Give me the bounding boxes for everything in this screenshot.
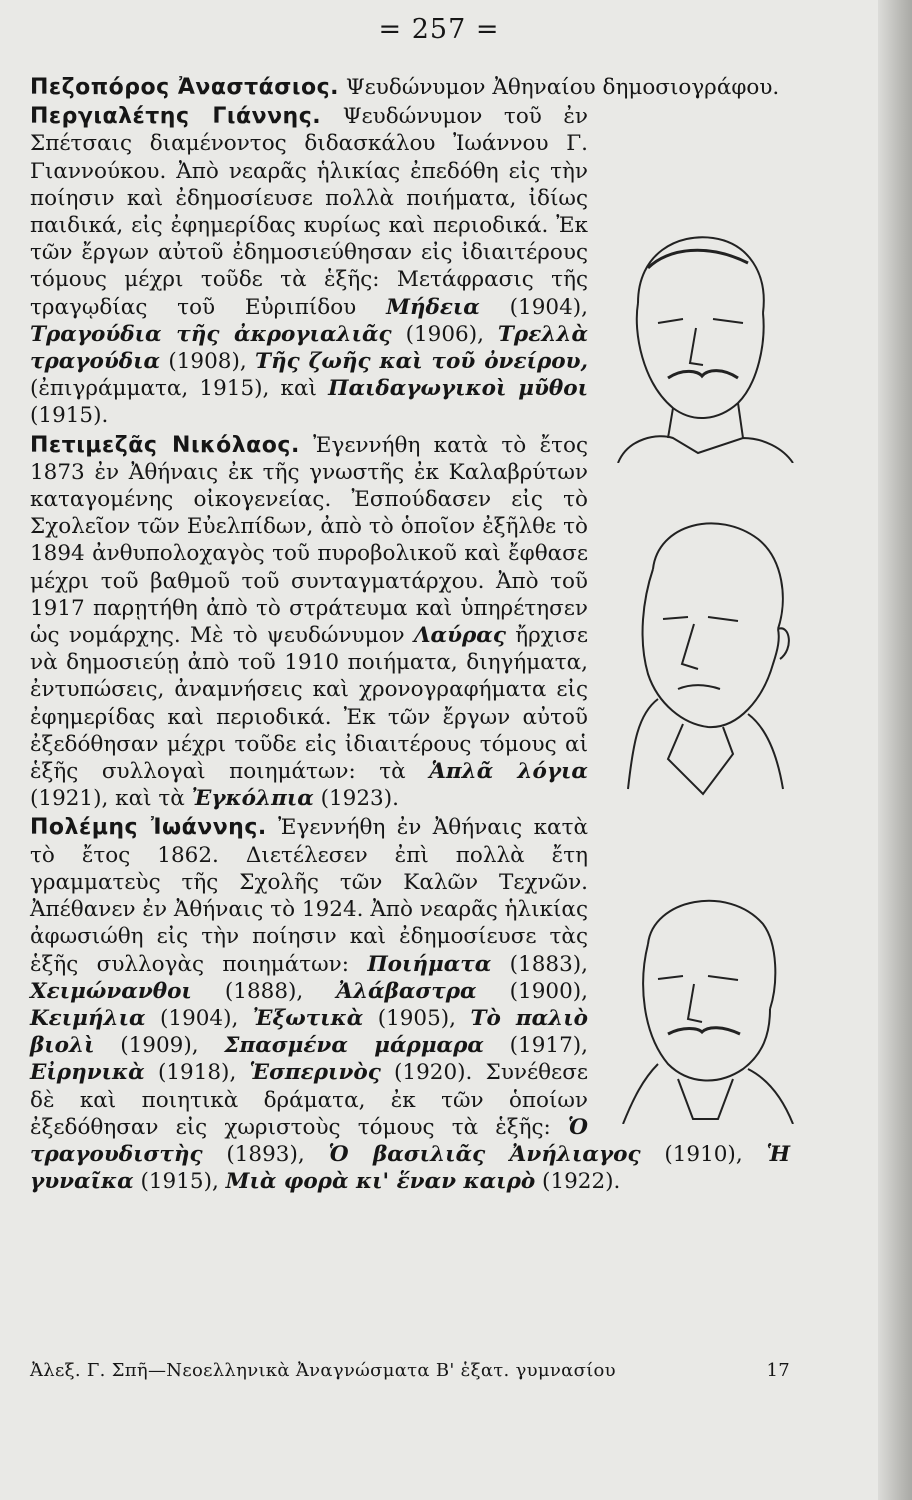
entry-name: Περγιαλέτης Γιάννης.	[30, 104, 322, 130]
portrait-icon	[598, 874, 798, 1124]
footer-signature: 17	[766, 1360, 790, 1381]
text-column	[30, 74, 790, 1197]
entry-name: Πετιμεζᾶς Νικόλαος.	[30, 432, 300, 458]
entry-name: Πολέμης Ἰωάννης.	[30, 815, 267, 841]
page-number: = 257 =	[378, 14, 500, 45]
entry-polemis: Πολέμης Ἰωάννης. Ἐγεννήθη ἐν Ἀθήναις κατὰ τὸ ἔτος 1862. Διετέλεσεν ἐπὶ πολλὰ ἔτη γραμματεὺς τῆς Σχολῆς τῶν Καλῶν Τεχνῶν. Ἀπέθανεν ἐν Ἀθήναις τὸ 1924. Ἀπὸ νεαρᾶς ἡλικίας ἀφωσιώθη εἰς τὴν ποίησιν καὶ ἐδημοσίευσε τὰς ἑξῆς συλλογὰς ποιημάτων: Ποιήματα (1883), Χειμώνανθοι (1888), Ἀλάβαστρα (1900), Κειμήλια (1904), Ἐξωτικὰ (1905), Τὸ παλιὸ βιολὶ (1909), Σπασμένα μάρμαρα (1917), Εἰρηνικὰ (1918), Ἑσπερινὸς (1920). Συνέθεσε δὲ καὶ ποιητικὰ δράματα, ἐκ τῶν ὁποίων ἐξεδόθησαν εἰς χωριστοὺς τόμους τὰ ἑξῆς: Ὁ τραγουδιστὴς (1893), Ὁ βασιλιᾶς Ἀνήλιαγος (1910), Ἡ γυναῖκα (1915), Μιὰ φορὰ κι' ἕναν καιρὸ (1922).	[30, 815, 790, 1195]
book-spine	[878, 0, 912, 1500]
entry-name: Πεζοπόρος Ἀναστάσιος.	[30, 75, 339, 100]
entry-pezoporos: Πεζοπόρος Ἀναστάσιος. Ψευδώνυμον Ἀθηναίου δημοσιογράφου.	[30, 75, 780, 100]
entry-petimezas: Πετιμεζᾶς Νικόλαος. Ἐγεννήθη κατὰ τὸ ἔτος 1873 ἐν Ἀθήναις ἐκ τῆς γνωστῆς ἐκ Καλαβρύτων καταγομένης οἰκογενείας. Ἐσπούδασεν εἰς τὸ Σχολεῖον τῶν Εὐελπίδων, ἀπὸ τὸ ὁποῖον ἐξῆλθε τὸ 1894 ἀνθυπολοχαγὸς τοῦ πυροβολικοῦ καὶ ἔφθασε μέχρι τοῦ βαθμοῦ τοῦ συνταγματάρχου. Ἀπὸ τοῦ 1917 παρῃτήθη ἀπὸ τὸ στράτευμα καὶ ὑπηρέτησεν ὡς νομάρχης. Μὲ τὸ ψευδώνυμον Λαύρας ἤρχισε νὰ δημοσιεύῃ ἀπὸ τοῦ 1910 ποιήματα, διηγήματα, ἐντυπώσεις, ἀναμνήσεις καὶ χρονογραφήματα εἰς ἐφημερίδας καὶ περιοδικά. Ἐκ τῶν ἔργων αὐτοῦ ἐξεδόθησαν μέχρι τοῦδε εἰς ἰδιαιτέρους τόμους αἱ ἑξῆς συλλογαὶ ποιημάτων: τὰ Ἁπλᾶ λόγια (1921), καὶ τὰ Ἐγκόλπια (1923).	[30, 432, 588, 812]
portrait-icon	[598, 499, 798, 799]
portrait-icon	[598, 213, 798, 463]
page-footer	[30, 1360, 790, 1381]
footer-source: Ἀλεξ. Γ. Σπῆ—Νεοελληνικὰ Ἀναγνώσματα Β' ἑξατ. γυμνασίου	[30, 1360, 616, 1381]
entry-pergialetis: Περγιαλέτης Γιάννης. Ψευδώνυμον τοῦ ἐν Σπέτσαις διαμένοντος διδασκάλου Ἰωάννου Γ. Γιαννούκου. Ἀπὸ νεαρᾶς ἡλικίας ἐπεδόθη εἰς τὴν ποίησιν καὶ ἐδημοσίευσε πολλὰ ποιήματα, ἰδίως παιδικά, εἰς ἐφημερίδας κυρίως καὶ περιοδικά. Ἐκ τῶν ἔργων αὐτοῦ ἐδημοσιεύθησαν εἰς ἰδιαιτέρους τόμους μέχρι τοῦδε τὰ ἑξῆς: Μετάφρασις τῆς τραγῳδίας τοῦ Εὐριπίδου Μήδεια (1904), Τραγούδια τῆς ἀκρογιαλιᾶς (1906), Τρελλὰ τραγούδια (1908), Τῆς ζωῆς καὶ τοῦ ὀνείρου, (ἐπιγράμματα, 1915), καὶ Παιδαγωγικοὶ μῦθοι (1915).	[30, 104, 589, 429]
